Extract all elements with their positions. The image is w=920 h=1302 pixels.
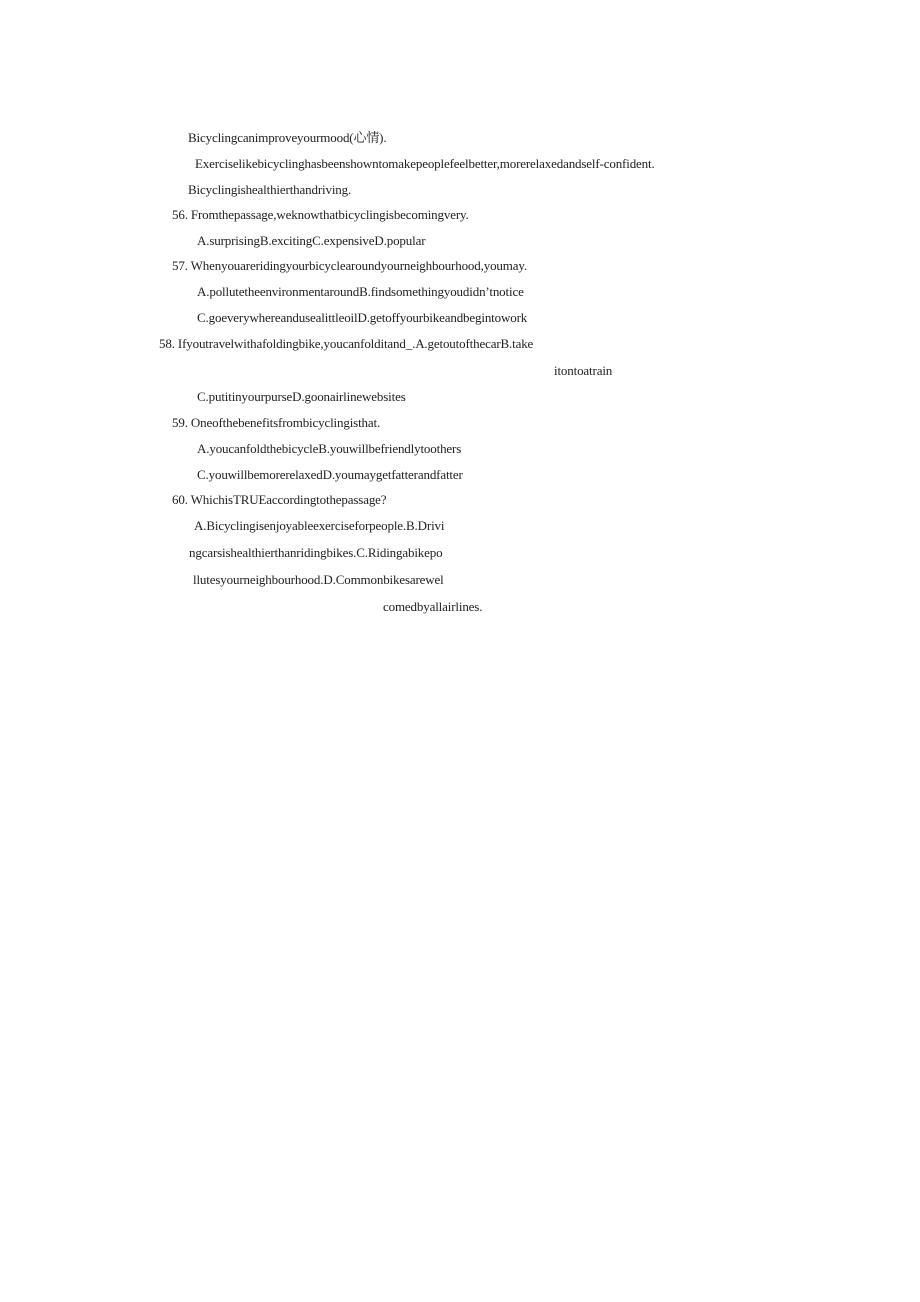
question-59-stem: 59. Oneofthebenefitsfrombicyclingisthat. xyxy=(172,415,381,430)
question-60-stem: 60. WhichisTRUEaccordingtothepassage? xyxy=(172,492,387,507)
passage-line-healthier: Bicyclingishealthierthandriving. xyxy=(188,182,352,197)
passage-line-mood: Bicyclingcanimproveyourmood(心情). xyxy=(188,130,387,145)
question-58-options: C.putitinyourpurseD.goonairlinewebsites xyxy=(197,389,406,404)
question-58-stem-continued: itontoatrain xyxy=(554,363,613,378)
question-60-options-line-4: comedbyallairlines. xyxy=(383,599,483,614)
question-60-options-line-1: A.Bicyclingisenjoyableexerciseforpeople.B.Drivi xyxy=(194,518,445,533)
question-60-options-line-3: llutesyourneighbourhood.D.Commonbikesarewel xyxy=(193,572,444,587)
question-57-stem: 57. Whenyouareridingyourbicyclearoundyourneighbourhood,youmay. xyxy=(172,258,527,273)
question-57-options-ab: A.pollutetheenvironmentaroundB.findsomethingyoudidn’tnotice xyxy=(197,284,524,299)
question-57-options-cd: C.goeverywhereandusealittleoilD.getoffyourbikeandbegintowork xyxy=(197,310,528,325)
question-56-stem: 56. Fromthepassage,weknowthatbicyclingisbecomingvery. xyxy=(172,207,469,222)
question-58-stem: 58. Ifyoutravelwithafoldingbike,youcanfolditand_.A.getoutofthecarB.take xyxy=(159,336,534,351)
question-59-options-cd: C.youwillbemorerelaxedD.youmaygetfatterandfatter xyxy=(197,467,463,482)
passage-line-exercise: Exerciselikebicyclinghasbeenshowntomakepeoplefeelbetter,morerelaxedandself-confident. xyxy=(195,156,655,171)
question-56-options: A.surprisingB.excitingC.expensiveD.popular xyxy=(197,233,426,248)
question-59-options-ab: A.youcanfoldthebicycleB.youwillbefriendlytoothers xyxy=(197,441,462,456)
question-60-options-line-2: ngcarsishealthierthanridingbikes.C.Ridingabikepo xyxy=(189,545,443,560)
